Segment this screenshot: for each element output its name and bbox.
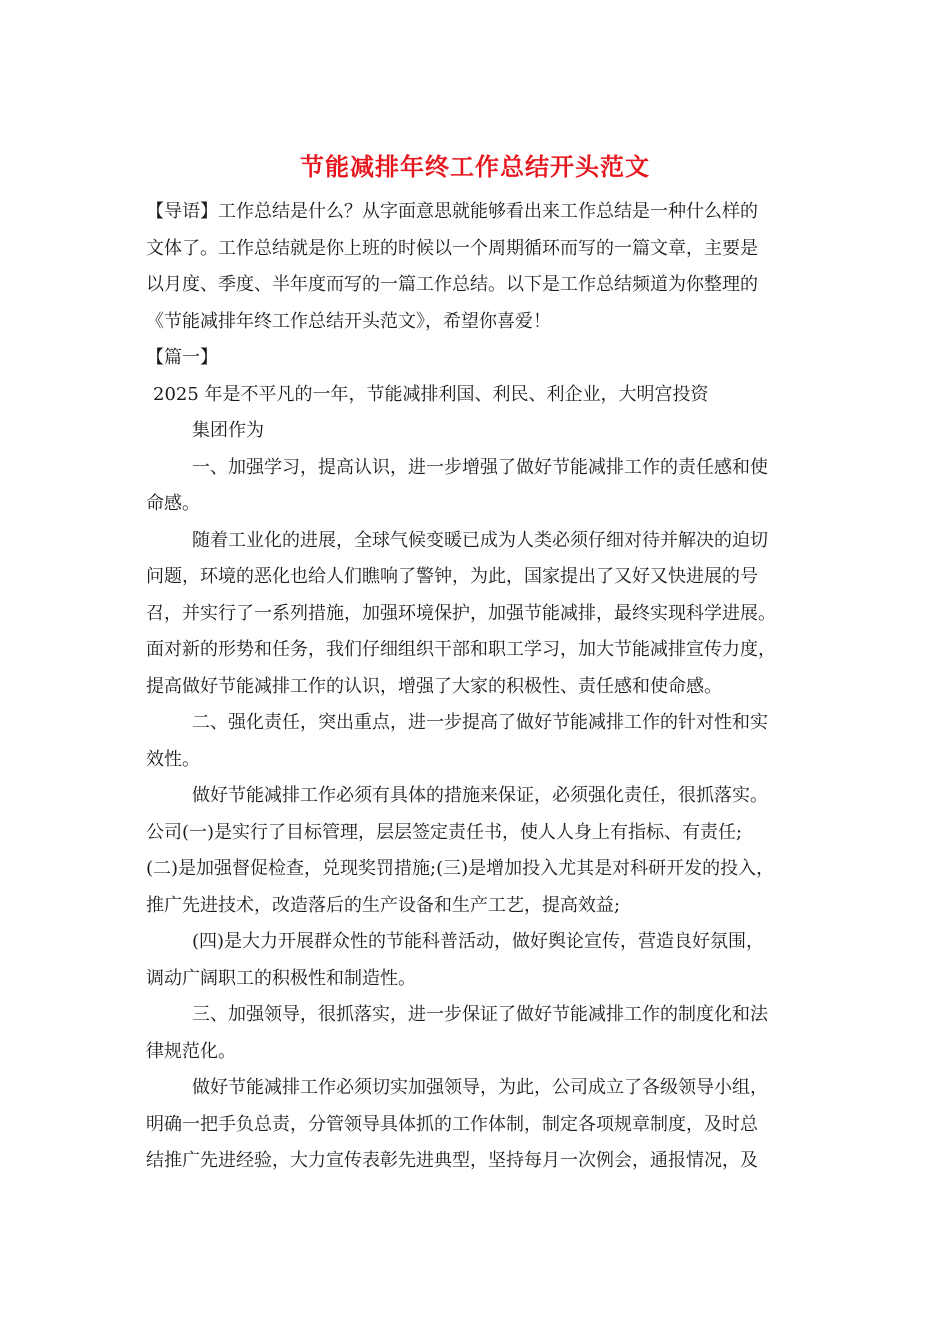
intro-line-4: 《节能减排年终工作总结开头范文》，希望你喜爱！ [146,310,551,332]
paragraph-line: 提高做好节能减排工作的认识，增强了大家的积极性、责任感和使命感。 [146,675,722,697]
paragraph-line: 明确一把手负总责，分管领导具体抓的工作体制，制定各项规章制度，及时总 [146,1113,758,1135]
subheading-line: 一、加强学习，提高认识，进一步增强了做好节能减排工作的责任感和使 [192,456,768,478]
paragraph-line: (二)是加强督促检查，兑现奖罚措施;(三)是增加投入尤其是对科研开发的投入， [146,858,775,879]
paragraph-line: 推广先进技术，改造落后的生产设备和生产工艺，提高效益; [146,894,621,916]
paragraph-line: 召，并实行了一系列措施，加强环境保护，加强节能减排，最终实现科学进展。 [146,602,776,624]
subheading-line: 命感。 [146,493,200,514]
intro-line-1: 【导语】工作总结是什么？从字面意思就能够看出来工作总结是一种什么样的 [146,201,758,222]
paragraph-line: 问题，环境的恶化也给人们瞧响了警钟，为此，国家提出了又好又快进展的号 [146,566,758,587]
paragraph-line: 公司(一)是实行了目标管理，层层签定责任书，使人人身上有指标、有责任; [146,821,743,843]
paragraph-line: 随着工业化的进展，全球气候变暖已成为人类必须仔细对待并解决的迫切 [192,529,768,551]
paragraph-line: 面对新的形势和任务，我们仔细组织干部和职工学习，加大节能减排宣传力度， [146,639,776,660]
paragraph-line: 做好节能减排工作必须有具体的措施来保证，必须强化责任，很抓落实。 [192,785,768,806]
subheading-line: 三、加强领导，很抓落实，进一步保证了做好节能减排工作的制度化和法 [192,1004,768,1025]
subheading-line: 二、强化责任，突出重点，进一步提高了做好节能减排工作的针对性和实 [192,712,768,733]
intro-line-3: 以月度、季度、半年度而写的一篇工作总结。以下是工作总结频道为你整理的 [146,274,758,295]
document-title: 节能减排年终工作总结开头范文 [300,152,650,181]
section-heading: 【篇一】 [146,347,218,368]
paragraph-line: 调动广阔职工的积极性和制造性。 [146,967,416,989]
paragraph-line: 2025 年是不平凡的一年，节能减排利国、利民、利企业，大明宫投资 [153,383,709,405]
intro-line-2: 文体了。工作总结就是你上班的时候以一个周期循环而写的一篇文章，主要是 [146,237,758,259]
paragraph-line: 结推广先进经验，大力宣传表彰先进典型，坚持每月一次例会，通报情况，及 [146,1150,758,1171]
paragraph-line: 做好节能减排工作必须切实加强领导，为此，公司成立了各级领导小组， [192,1077,768,1098]
subheading-line: 律规范化。 [146,1040,236,1062]
document-body [146,194,826,1180]
subheading-line: 效性。 [146,748,200,770]
paragraph-line: (四)是大力开展群众性的节能科普活动，做好舆论宣传，营造良好氛围， [192,931,765,952]
paragraph-line: 集团作为 [192,420,264,441]
